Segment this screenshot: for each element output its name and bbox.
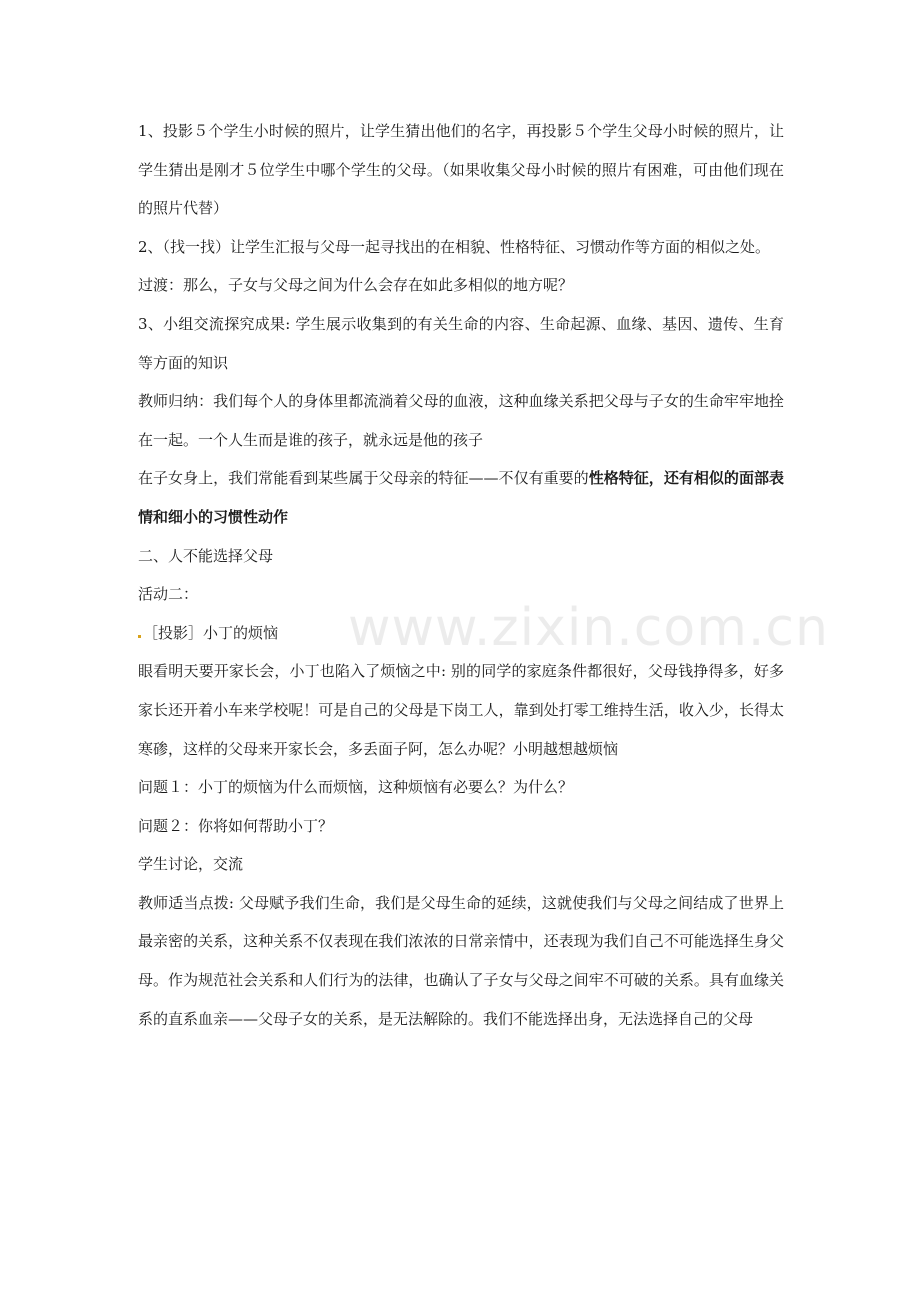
- projection-title: ［投影］小丁的烦恼: [143, 623, 279, 642]
- section-heading: 二、人不能选择父母: [138, 546, 274, 565]
- question-1: 问题１：小丁的烦恼为什么而烦恼，这种烦恼有必要么？为什么？: [138, 778, 574, 797]
- story-paragraph: 眼看明天要开家长会，小丁也陷入了烦恼之中: 别的同学的家庭条件都很好，父母钱挣得多，好多家长还开着小车来学校呢！可是自己的父母是下岗工人，靠到处打零工维持生活，收入少，长得太寒碜，这样的父母来开家长会，多丢面子阿，怎么办呢？小明越想越烦恼: [138, 662, 784, 758]
- paragraph-4: 3、小组交流探究成果: 学生展示收集到的有关生命的内容、生命起源、血缘、基因、遗传、生育等方面的知识: [138, 314, 784, 372]
- watermark-text: www.zixin.com.cn: [348, 598, 829, 658]
- projection-title-line: [138, 614, 784, 653]
- paragraph-1: 1、投影５个学生小时候的照片，让学生猜出他们的名字，再投影５个学生父母小时候的照片，让学生猜出是刚才５位学生中哪个学生的父母。（如果收集父母小时候的照片有困难，可由他们现在的照片代替）: [138, 122, 784, 218]
- document-body: [138, 112, 784, 1038]
- activity-label: 活动二：: [138, 585, 199, 604]
- paragraph-3: 过渡：那么，子女与父母之间为什么会存在如此多相似的地方呢？: [138, 276, 574, 295]
- paragraph-6: [138, 459, 784, 536]
- paragraph-2: 2、（找一找）让学生汇报与父母一起寻找出的在相貌、性格特征、习惯动作等方面的相似之处。: [138, 237, 771, 256]
- question-2: 问题２：你将如何帮助小丁？: [138, 816, 334, 835]
- marker-dot-icon: [138, 635, 141, 638]
- teacher-guidance-paragraph: 教师适当点拨: 父母赋予我们生命，我们是父母生命的延续，这就使我们与父母之间结成了世界上最亲密的关系，这种关系不仅表现在我们浓浓的日常亲情中，还表现为我们自己不可能选择生身父母。作为规范社会关系和人们行为的法律，也确认了子女与父母之间牢不可破的关系。具有血缘关系的直系血亲——父母子女的关系，是无法解除的。我们不能选择出身，无法选择自己的父母: [138, 893, 784, 1028]
- paragraph-5: 教师归纳：我们每个人的身体里都流淌着父母的血液，这种血缘关系把父母与子女的生命牢牢地拴在一起。一个人生而是谁的孩子，就永远是他的孩子: [138, 392, 784, 449]
- paragraph-6-bold-text: 性格特征，还有相似的面部表情和细小的习惯性动作: [138, 469, 784, 526]
- paragraph-6-text: 在子女身上，我们常能看到某些属于父母亲的特征——不仅有重要的: [138, 469, 589, 488]
- discussion-line: 学生讨论，交流: [138, 855, 244, 874]
